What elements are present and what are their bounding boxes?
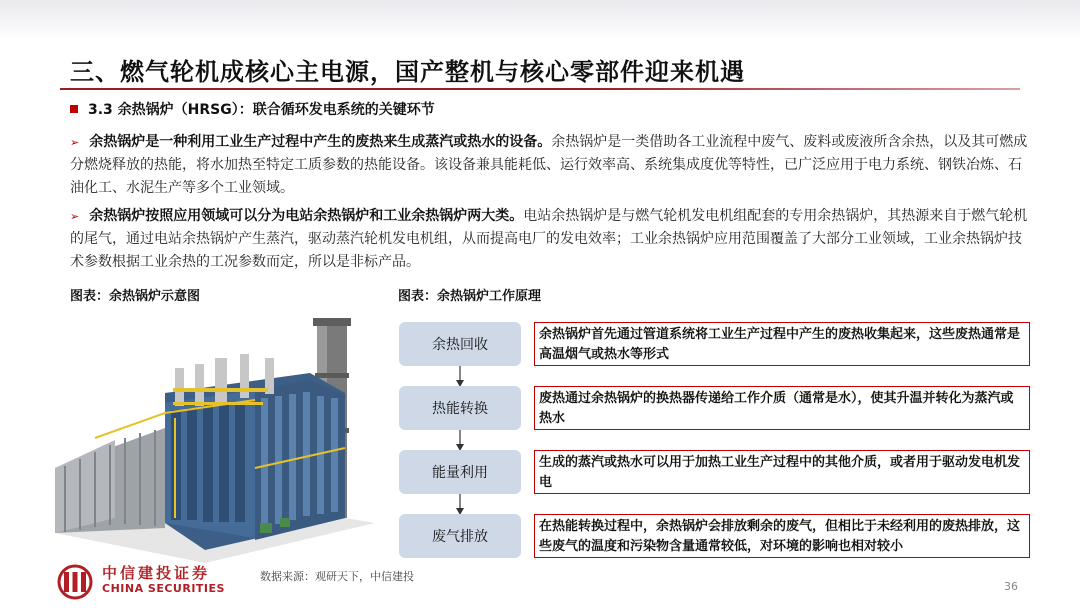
paragraph-1 [70, 131, 1030, 200]
process-step-waste-heat-recovery: 余热回收 [399, 322, 521, 366]
data-source-note: 数据来源：观研天下，中信建投 [260, 570, 414, 583]
paragraph-1-lead: 余热锅炉是一种利用工业生产过程中产生的废热来生成蒸汽或热水的设备。 [89, 134, 552, 150]
process-step-heat-conversion: 热能转换 [399, 386, 521, 430]
process-step-exhaust-emission: 废气排放 [399, 514, 521, 558]
page-title: 三、燃气轮机成核心主电源，国产整机与核心零部件迎来机遇 [70, 58, 745, 86]
title-divider [60, 88, 1020, 90]
red-square-bullet-icon [70, 105, 78, 113]
paragraph-1-body: 余热锅炉是一类借助各工业流程中废气、废料或废液所含余热，以及其可燃成分燃烧释放的热能，将水加热至特定工质参数的热能设备。该设备兼具能耗低、运行效率高、系统集成度优等特性，已广泛应用于电力系统、钢铁冶炼、石油化工、水泥生产等多个工业领域。 [70, 134, 1028, 196]
hrsg-3d-illustration [55, 318, 375, 568]
figure-label-working-principle: 图表：余热锅炉工作原理 [398, 289, 542, 304]
down-arrow-icon [454, 430, 466, 452]
logo-english-text: CHINA SECURITIES [102, 582, 225, 595]
arrow-bullet-icon: ➢ [70, 210, 80, 223]
top-gradient-band [0, 0, 1080, 40]
paragraph-2-body: 电站余热锅炉是与燃气轮机发电机组配套的专用余热锅炉，其热源来自于燃气轮机的尾气，通过电站余热锅炉产生蒸汽，驱动蒸汽轮机发电机组，从而提高电厂的发电效率；工业余热锅炉应用范围覆盖了大部分工业领域，工业余热锅炉技术参数根据工业余热的工况参数而定，所以是非标产品。 [70, 208, 1028, 270]
logo-chinese-text: 中信建投证券 [102, 564, 211, 582]
process-desc-energy-use: 生成的蒸汽或热水可以用于加热工业生产过程中的其他介质，或者用于驱动发电机发电 [534, 450, 1030, 494]
process-desc-exhaust-emission: 在热能转换过程中，余热锅炉会排放剩余的废气，但相比于未经利用的废热排放，这些废气的温度和污染物含量通常较低，对环境的影响也相对较小 [534, 514, 1030, 558]
down-arrow-icon [454, 494, 466, 516]
paragraph-2-lead: 余热锅炉按照应用领域可以分为电站余热锅炉和工业余热锅炉两大类。 [89, 208, 524, 224]
process-desc-heat-conversion: 废热通过余热锅炉的换热器传递给工作介质（通常是水），使其升温并转化为蒸汽或热水 [534, 386, 1030, 430]
china-securities-logo [55, 562, 245, 602]
section-heading [70, 99, 435, 119]
arrow-bullet-icon: ➢ [70, 136, 80, 149]
down-arrow-icon [454, 366, 466, 388]
section-heading-text: 3.3 余热锅炉（HRSG）：联合循环发电系统的关键环节 [88, 102, 435, 118]
paragraph-2 [70, 205, 1030, 274]
process-desc-waste-heat-recovery: 余热锅炉首先通过管道系统将工业生产过程中产生的废热收集起来，这些废热通常是高温烟气或热水等形式 [534, 322, 1030, 366]
citic-logo-icon [55, 564, 95, 600]
page-number: 36 [1004, 580, 1018, 593]
figure-label-hrsg-diagram: 图表：余热锅炉示意图 [70, 289, 201, 304]
process-step-energy-use: 能量利用 [399, 450, 521, 494]
